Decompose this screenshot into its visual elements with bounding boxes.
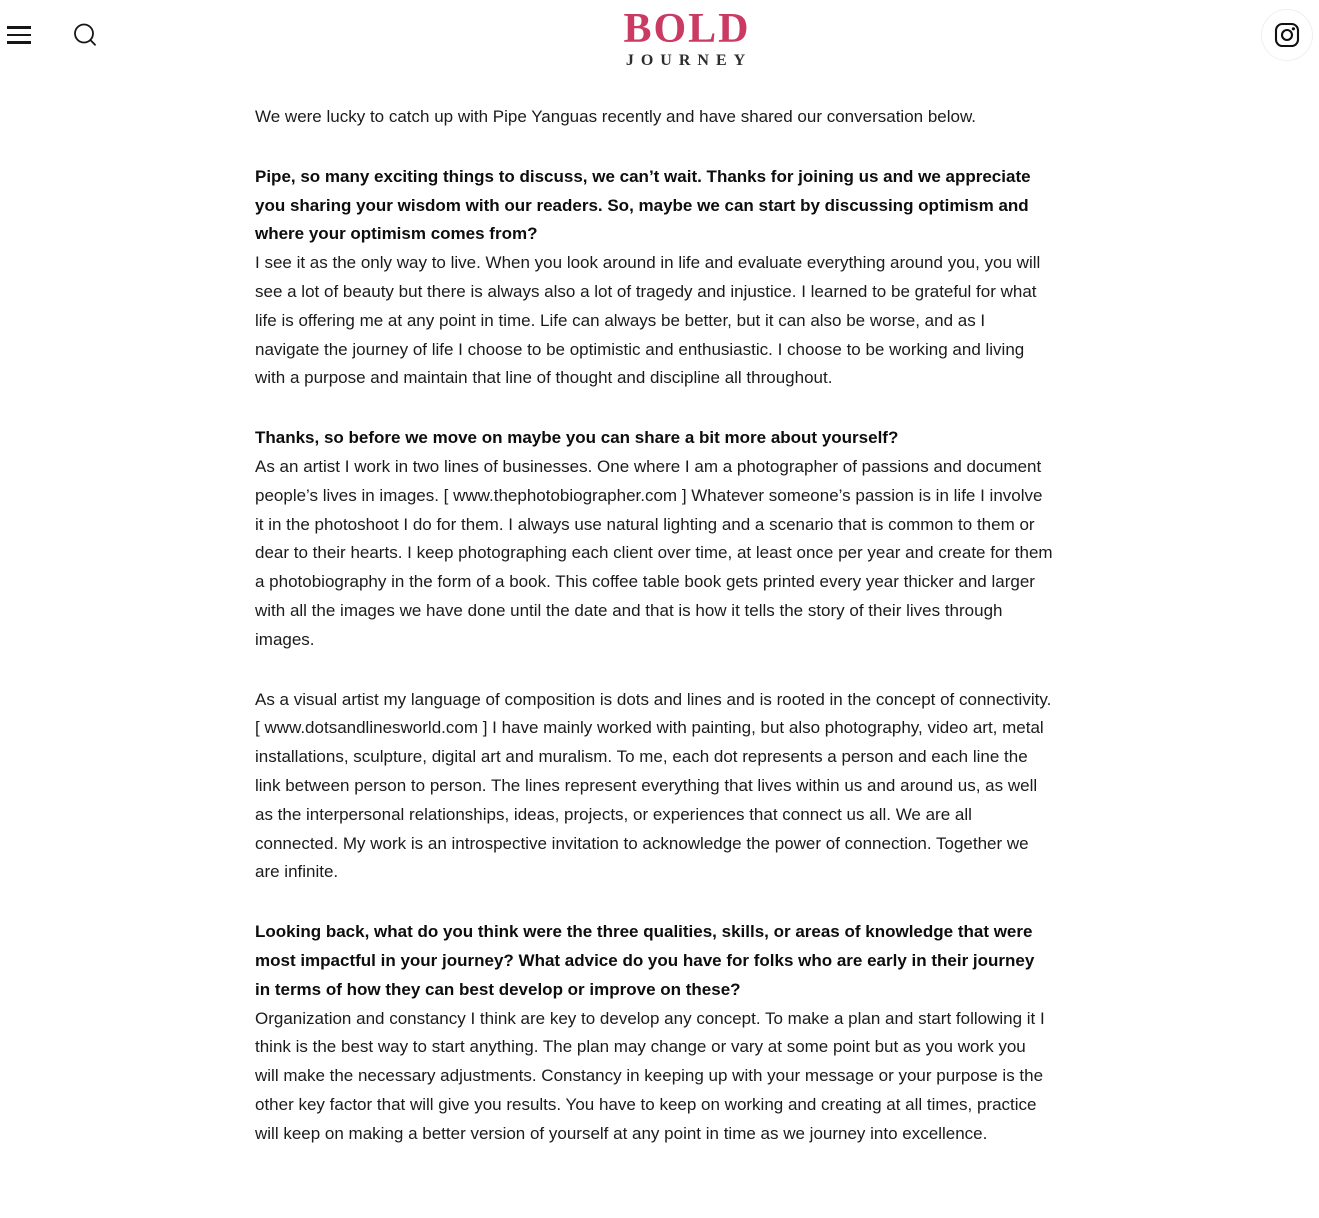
- interview-question: Looking back, what do you think were the three qualities, skills, or areas of knowledge that were most impactful in your journey? What advice do you have for folks who are early in their journey in terms of how they can best develop or improve on these?: [255, 922, 1035, 999]
- site-logo[interactable]: [622, 8, 752, 69]
- instagram-link[interactable]: [1261, 9, 1313, 61]
- interview-answer: I see it as the only way to live. When you look around in life and evaluate everything around you, you will see a lot of beauty but there is always also a lot of tragedy and injustice. I learned to be grateful for what life is offering me at any point in time. Life can always be better, but it can also be worse, and as I navigate the journey of life I choose to be optimistic and enthusiastic. I choose to be working and living with a purpose and maintain that line of thought and discipline all throughout.: [255, 253, 1041, 388]
- search-button[interactable]: [72, 22, 99, 49]
- article-body: [255, 103, 1053, 1149]
- interview-question: Thanks, so before we move on maybe you can share a bit more about yourself?: [255, 428, 899, 448]
- interview-answer: As a visual artist my language of composition is dots and lines and is rooted in the concept of connectivity. [ www.dotsandlinesworld.com ] I have mainly worked with painting, but also photography, video art, metal installations, sculpture, digital art and muralism. To me, each dot represents a person and each line the link between person to person. The lines represent everything that lives within us and around us, as well as the interpersonal relationships, ideas, projects, or experiences that connect us all. We are all connected. My work is an introspective invitation to acknowledge the power of connection. Together we are infinite.: [255, 689, 1052, 882]
- menu-button[interactable]: [6, 24, 31, 46]
- hamburger-icon: [7, 26, 31, 44]
- article-paragraph: [255, 103, 1053, 132]
- article-content: [255, 70, 1053, 1149]
- site-header: [0, 0, 1319, 70]
- article-paragraph: [255, 686, 1053, 888]
- interview-question: Pipe, so many exciting things to discuss, we can’t wait. Thanks for joining us and we appreciate you sharing your wisdom with our readers. So, maybe we can start by discussing optimism and where your optimism comes from?: [255, 166, 1031, 244]
- interview-answer: We were lucky to catch up with Pipe Yanguas recently and have shared our conversation below.: [255, 107, 977, 126]
- logo-wordmark-bold: BOLD: [623, 6, 751, 52]
- interview-answer: As an artist I work in two lines of businesses. One where I am a photographer of passions and document people’s lives in images. [ www.thephotobiographer.com ] Whatever someone’s passion is in life I involve it in the photoshoot I do for them. I always use natural lighting and a scenario that is common to them or dear to their hearts. I keep photographing each client over time, at least once per year and create for them a photobiography in the form of a book. This coffee table book gets printed every year thicker and larger with all the images we have done until the date and that is how it tells the story of their lives through images.: [255, 456, 1053, 649]
- logo-wordmark-journey: JOURNEY: [625, 52, 753, 69]
- article-paragraph: [255, 918, 1053, 1148]
- search-icon: [72, 22, 99, 49]
- instagram-icon: [1274, 22, 1300, 48]
- article-paragraph: [255, 424, 1053, 654]
- article-paragraph: [255, 163, 1053, 393]
- interview-answer: Organization and constancy I think are key to develop any concept. To make a plan and start following it I think is the best way to start anything. The plan may change or vary at some point but as you work you will make the necessary adjustments. Constancy in keeping up with your message or your purpose is the other key factor that will give you results. You have to keep on working and creating at all times, practice will keep on making a better version of yourself at any point in time as we journey into excellence.: [255, 1008, 1045, 1143]
